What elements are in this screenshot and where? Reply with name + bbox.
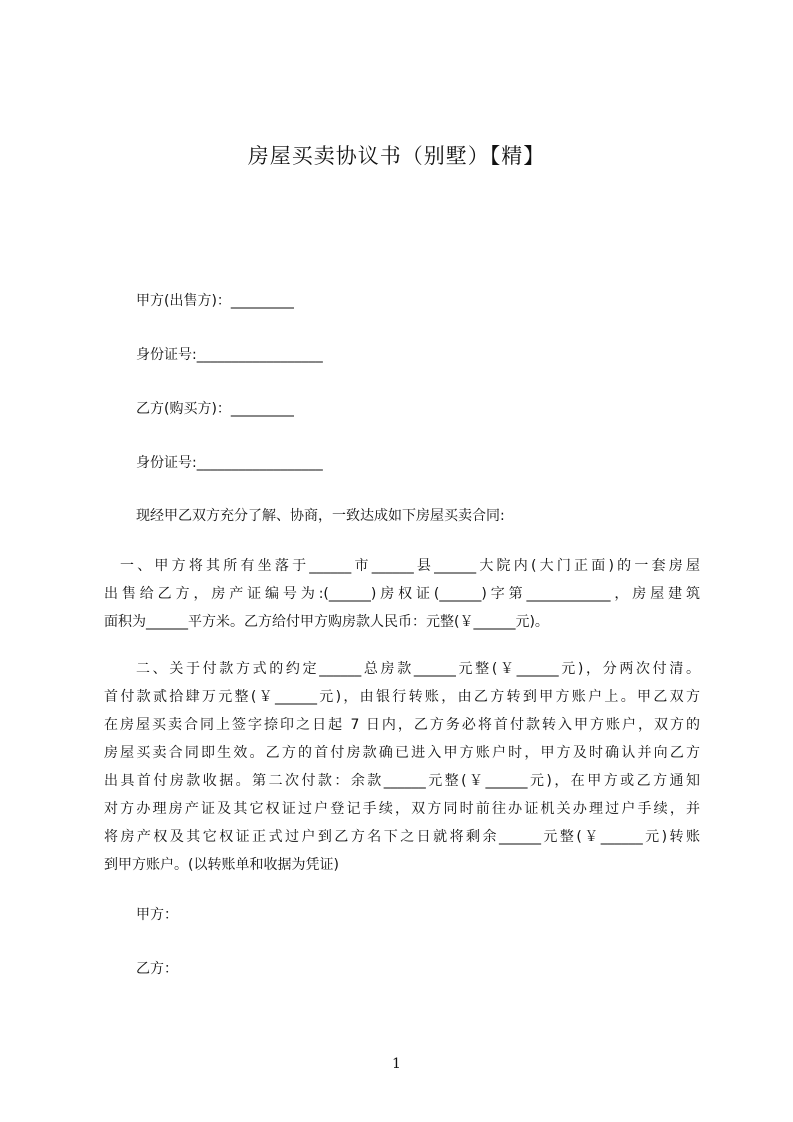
clause-1-line: 一、甲方将其所有坐落于______市______县______大院内(大门正面)的一套房屋 — [120, 558, 700, 574]
intro-paragraph: 现经甲乙双方充分了解、协商，一致达成如下房屋买卖合同: — [136, 508, 505, 524]
party-b-field: 乙方(购买方)：_________ — [136, 401, 294, 417]
clause-1-line: 面积为______平方米。乙方给付甲方购房款人民币：元整(￥______元)。 — [104, 614, 549, 630]
clause-1-paragraph — [104, 552, 700, 636]
clause-2-line: 房屋买卖合同即生效。乙方的首付房款确已进入甲方账户时，甲方及时确认并向乙方 — [104, 745, 700, 761]
clause-2-line: 出具首付房款收据。第二次付款：余款______元整(￥______元)，在甲方或乙方通知 — [104, 773, 700, 789]
party-b-id-field: 身份证号:__________________ — [136, 455, 323, 471]
clause-2-line: 首付款贰拾肆万元整(￥______元)，由银行转账，由乙方转到甲方账户上。甲乙双方 — [104, 689, 700, 705]
signature-party-a: 甲方： — [136, 907, 178, 923]
clause-2-line: 对方办理房产证及其它权证过户登记手续，双方同时前往办证机关办理过户手续，并 — [104, 801, 700, 817]
signature-party-b: 乙方： — [136, 961, 178, 977]
clause-2-line: 在房屋买卖合同上签字捺印之日起 7 日内，乙方务必将首付款转入甲方账户，双方的 — [104, 717, 700, 733]
document-title: 房屋买卖协议书（别墅）【精】 — [247, 144, 546, 168]
clause-2-line: 将房产权及其它权证正式过户到乙方名下之日就将剩余______元整(￥______元)转账 — [104, 829, 700, 845]
clause-2-paragraph — [104, 655, 700, 879]
page-number: 1 — [392, 1056, 401, 1072]
party-a-id-field: 身份证号:__________________ — [136, 347, 323, 363]
clause-1-line: 出售给乙方，房产证编号为:(______)房权证(______)字第____________，房屋建筑 — [104, 586, 700, 602]
clause-2-line: 二、关于付款方式的约定______总房款______元整(￥______元)，分两次付清。 — [136, 661, 700, 677]
party-a-field: 甲方(出售方)：_________ — [136, 293, 294, 309]
clause-2-line: 到甲方账户。(以转账单和收据为凭证) — [104, 857, 339, 873]
